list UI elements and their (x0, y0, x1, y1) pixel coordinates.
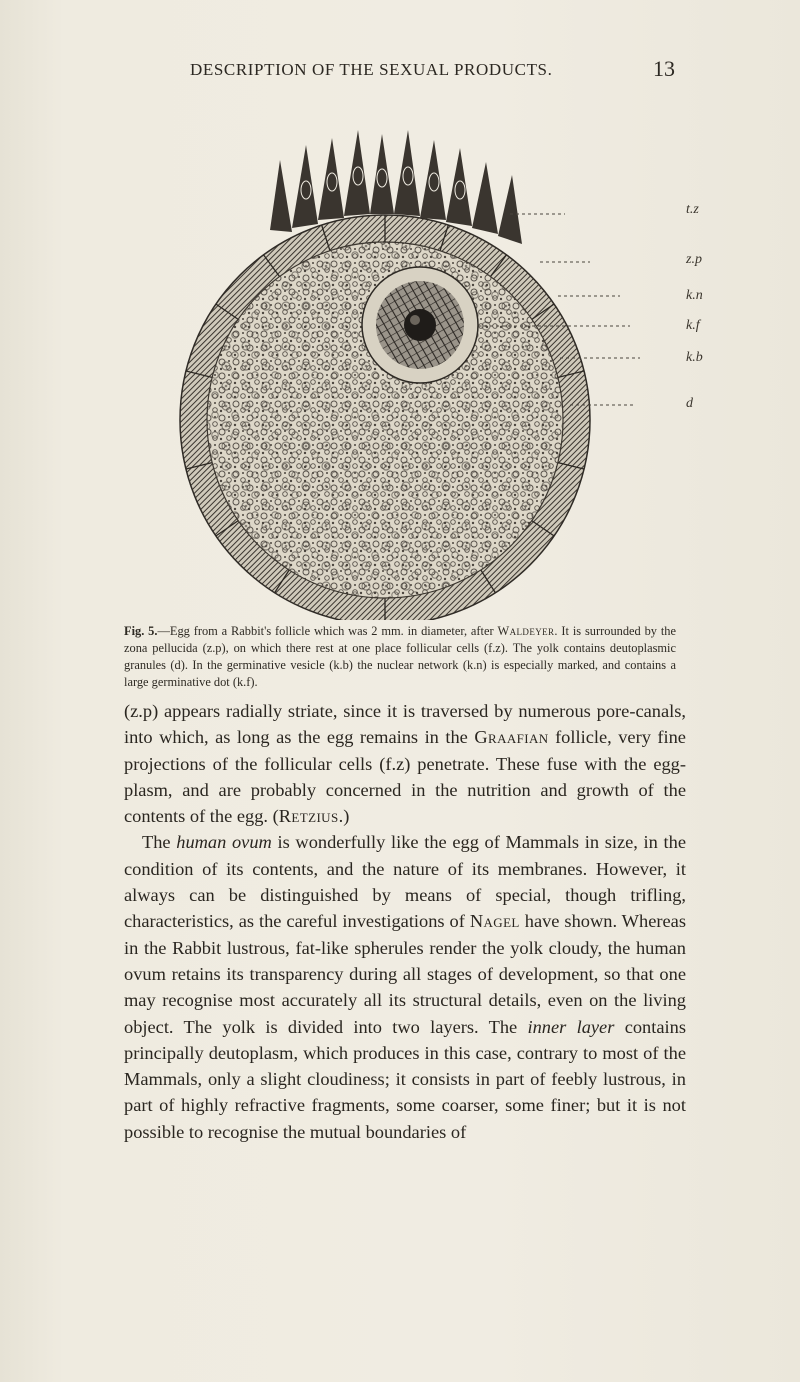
rabbit-egg-figure (120, 120, 703, 620)
paragraph-2 (124, 829, 686, 1145)
para2-text-a: The (142, 832, 171, 853)
label-kb: k.b (686, 350, 703, 365)
para2-text-b: is wonderfully like the egg of Mammals in size, in the condition of its contents, and the nature of its membranes. However, it always can be distinguished by means of special, though trifling, characteristics, as the careful investigations of (124, 832, 686, 932)
caption-text-2: . It is surrounded by the zona pellucida (z.p), on which there rest at one place follicular cells (f.z). The yolk contains deutoplasmic granules (d). In the germinative vesicle (k.b) the nuclear network (k.n) is especially marked, and contains a large germinative dot (k.f). (124, 624, 677, 689)
para2-nagel: Nagel (469, 911, 520, 932)
caption-figure-number: Fig. 5. (124, 624, 158, 638)
para1-graafian: Graafian (474, 727, 549, 748)
paragraph-1 (124, 698, 686, 829)
para1-text-c: .) (338, 806, 350, 827)
body-text (124, 698, 686, 1145)
running-head: DESCRIPTION OF THE SEXUAL PRODUCTS. (190, 60, 553, 79)
para2-human-ovum: human ovum (176, 832, 272, 853)
label-kn: k.n (686, 288, 703, 303)
caption-author: Waldeyer (497, 624, 555, 638)
para2-inner-layer: inner layer (527, 1016, 615, 1037)
page-number: 13 (653, 56, 675, 81)
label-zp: z.p (686, 252, 702, 267)
caption-text-1: —Egg from a Rabbit's follicle which was 2 mm. in diameter, after (157, 624, 494, 638)
para2-text-c: have shown. Whereas in the Rabbit lustrous, fat-like spherules render the yolk cloudy, the human ovum retains its transparency during all stages of development, so that one may recognise most accurately all its structural details, even on the living object. The yolk is divided into two layers. The (124, 911, 686, 1037)
para1-retzius: Retzius (278, 806, 339, 827)
para1-text-b: follicle, very fine projections of the follicular cells (f.z) penetrate. These fuse with the egg-plasm, and are probably concerned in the nutrition and growth of the contents of the egg. ( (124, 727, 686, 827)
para1-text-a: (z.p) appears radially striate, since it is traversed by numerous pore-canals, into which, as long as the egg remains in the (124, 701, 686, 748)
label-d: d (686, 396, 693, 411)
para2-text-d: contains principally deutoplasm, which produces in this case, contrary to most of the Mammals, only a slight cloudiness; it consists in part of feebly lustrous, in part of highly refractive fragments, some coarser, some finer; but it is not possible to recognise the mutual boundaries of (124, 1016, 686, 1142)
label-tz: t.z (686, 202, 699, 217)
germinative-dot (404, 309, 436, 341)
label-kf: k.f (686, 318, 700, 333)
figure-caption (124, 623, 676, 691)
rabbit-egg-illustration (120, 120, 680, 620)
